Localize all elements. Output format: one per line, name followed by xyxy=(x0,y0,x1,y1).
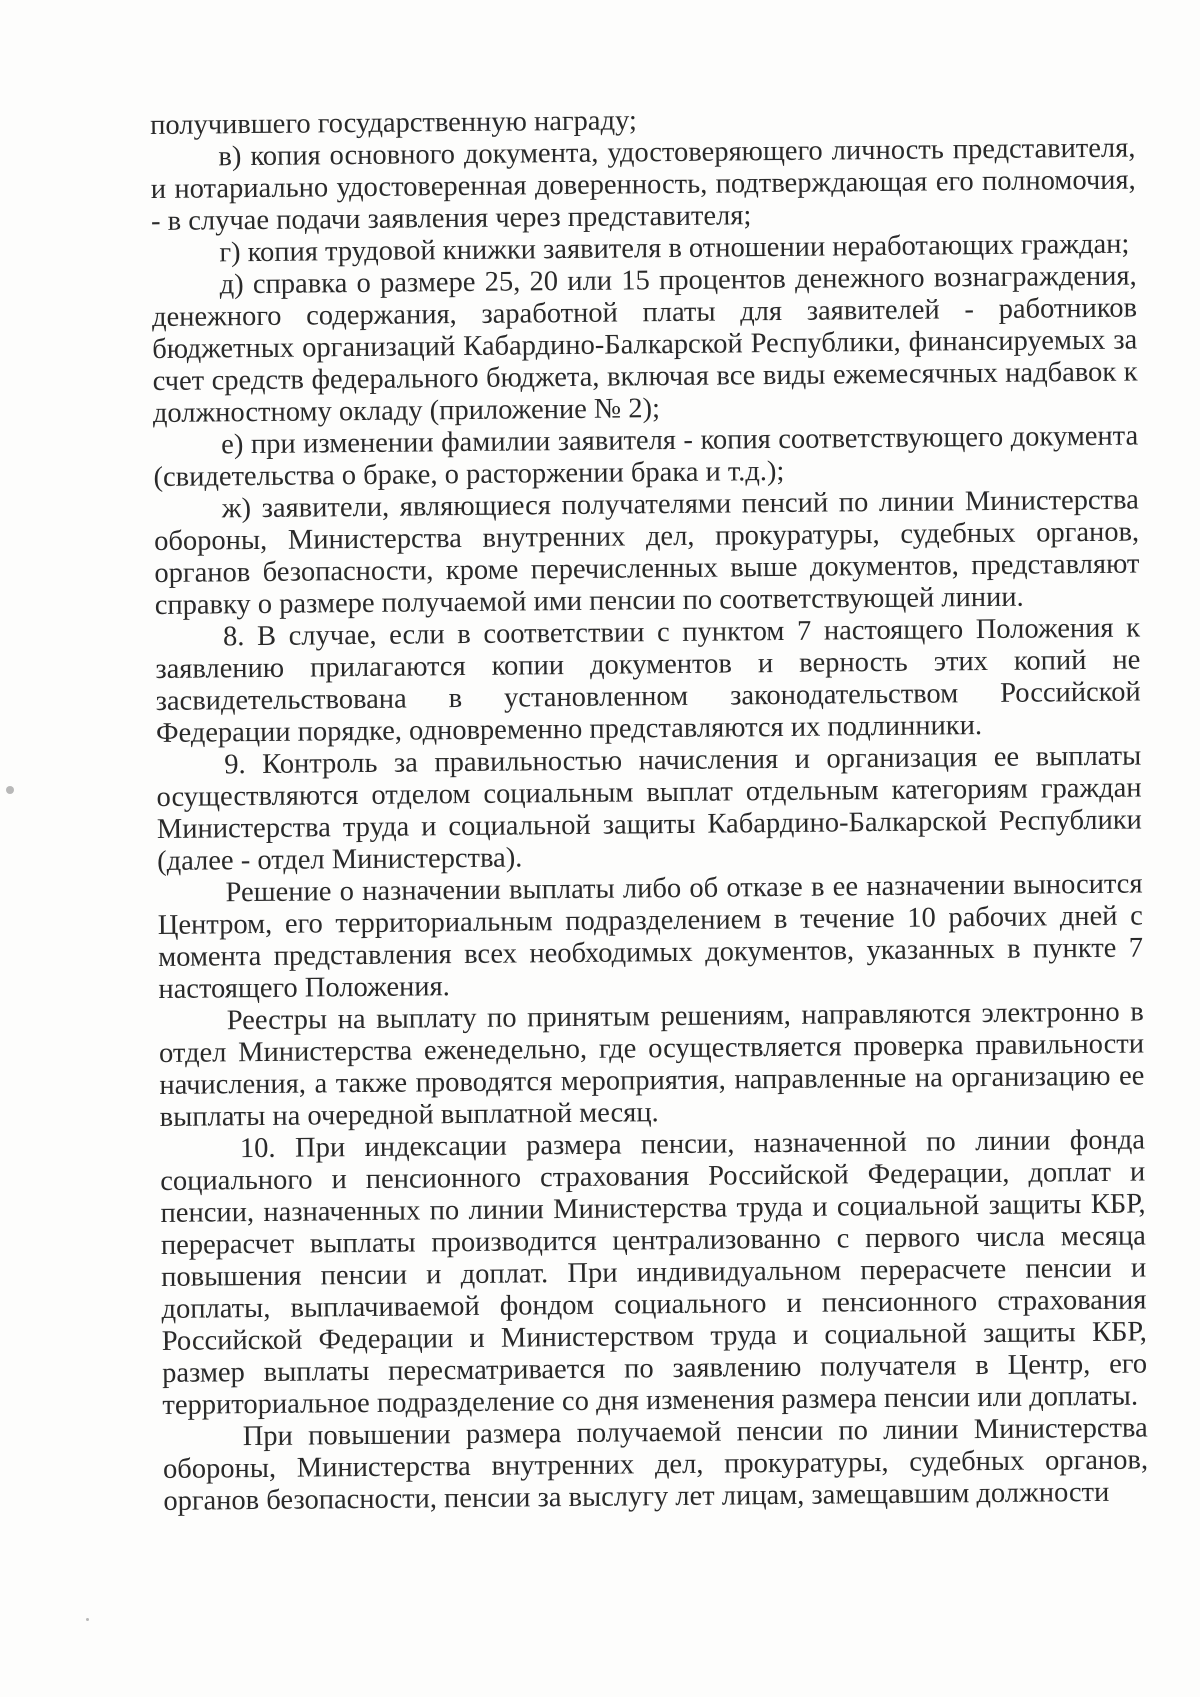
document-body xyxy=(150,101,1148,1518)
paragraph-item-e: е) при изменении фамилии заявителя - копия соответствующего документа (свидетельства о браке, о расторжении брака и т.д.); xyxy=(153,420,1139,493)
scan-speck xyxy=(6,786,14,794)
paragraph-registries: Реестры на выплату по принятым решениям, направляются электронно в отдел Министерства еженедельно, где осуществляется проверка правильности начисления, а также проводятся мероприятия, направленные на организацию ее выплаты на очередной выплатной месяц. xyxy=(158,996,1145,1133)
paragraph-clause-9: 9. Контроль за правильностью начисления и организация ее выплаты осуществляются отделом социальным выплат отдельным категориям граждан Министерства труда и социальной защиты Кабардино-Балкарской Республики (далее - отдел Министерства). xyxy=(156,740,1143,877)
paragraph-item-g: г) копия трудовой книжки заявителя в отношении неработающих граждан; xyxy=(219,228,1130,269)
paragraph-clause-10: 10. При индексации размера пенсии, назначенной по линии фонда социального и пенсионного страхования Российской Федерации, доплат и пенсии, назначенных по линии Министерства труда и социальной защиты КБР, перерасчет выплаты производится централизованно с первого числа месяца повышения пенсии и доплат. При индивидуальном перерасчете пенсии и доплаты, выплачиваемой фондом социального и пенсионного страхования Российской Федерации и Министерством труда и социальной защиты КБР, размер выплаты пересматривается по заявлению получателя в Центр, его территориальное подразделение со дня изменения размера пенсии или доплаты. xyxy=(160,1124,1148,1421)
paragraph-pension-increase: При повышении размера получаемой пенсии по линии Министерства обороны, Министерства внутренних дел, прокуратуры, судебных органов, органов безопасности, пенсии за выслугу лет лицам, замещавшим должности xyxy=(162,1412,1149,1517)
paragraph-item-v: в) копия основного документа, удостоверяющего личность представителя, и нотариально удостоверенная доверенность, подтверждающая его полномочия, - в случае подачи заявления через представителя; xyxy=(150,132,1136,237)
paragraph-item-zh: ж) заявители, являющиеся получателями пенсий по линии Министерства обороны, Министерства внутренних дел, прокуратуры, судебных органов, органов безопасности, кроме перечисленных выше документов, представляют справку о размере получаемой ими пенсии по соответствующей линии. xyxy=(153,484,1140,621)
paragraph-clause-8: 8. В случае, если в соответствии с пунктом 7 настоящего Положения к заявлению прилагаются копии документов и верность этих копий не засвидетельствована в установленном законодательством Российской Федерации порядке, одновременно представляются их подлинники. xyxy=(155,612,1141,749)
scan-speck xyxy=(86,1618,89,1621)
paragraph-continuation: получившего государственную награду; xyxy=(150,105,637,141)
paragraph-item-d: д) справка о размере 25, 20 или 15 процентов денежного вознаграждения, денежного содержания, заработной платы для заявителей - работников бюджетных организаций Кабардино-Балкарской Республики, финансируемых за счет средств федерального бюджета, включая все виды ежемесячных надбавок к должностному окладу (приложение № 2); xyxy=(151,260,1138,429)
paragraph-decision: Решение о назначении выплаты либо об отказе в ее назначении выносится Центром, его территориальным подразделением в течение 10 рабочих дней с момента представления всех необходимых документов, указанных в пункте 7 настоящего Положения. xyxy=(157,868,1144,1005)
